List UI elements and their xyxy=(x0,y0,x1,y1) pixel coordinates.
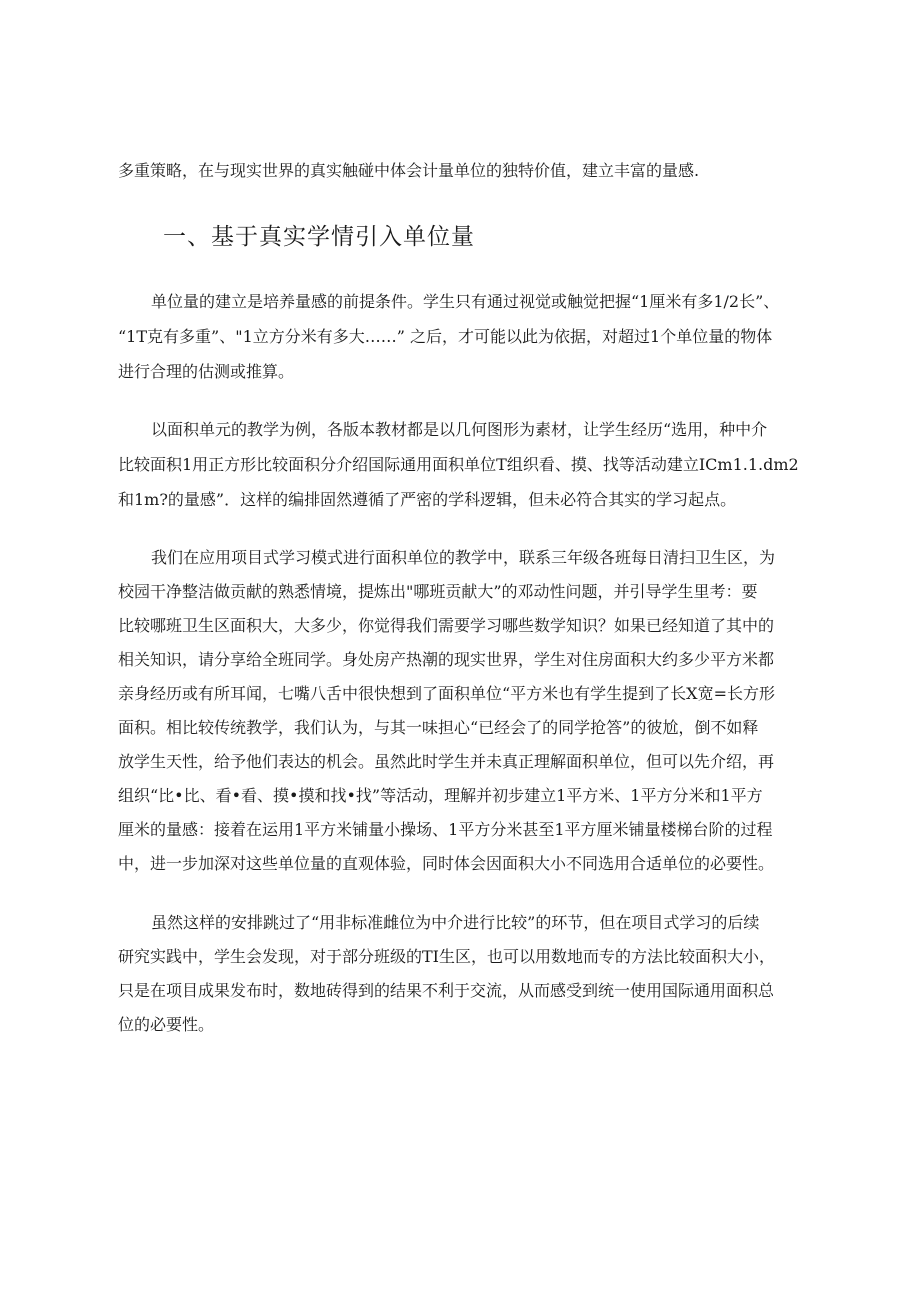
text-line: 校园干净整洁做贡献的熟悉情境，提炼出"哪班贡献大”的邓动性问题，并引导学生里考：要 xyxy=(118,582,758,601)
text-line: 以面积单元的教学为例，各版本教材都是以几何图形为素材，让学生经历“选用，种中介 xyxy=(151,420,768,439)
text-line: 中，进一步加深对这些单位量的直观体验，同时体会因面积大小不同选用合适单位的必要性。 xyxy=(118,854,775,873)
text-line: 相关知识，请分享给全班同学。身处房产热潮的现实世界，学生对住房面积大约多少平方米都 xyxy=(118,650,775,669)
text-line: 比较哪班卫生区面积大，大多少，你觉得我们需要学习哪些数学知识？如果已经知道了其中的 xyxy=(118,616,775,635)
text-line: 虽然这样的安排跳过了“用非标准雌位为中介进行比较”的环节，但在项目式学习的后续 xyxy=(151,913,760,932)
text-line: 组织“比•比、看•看、摸•摸和找•找”等活动，理解并初步建立1平方米、1平方分米和1平方 xyxy=(118,786,763,805)
text-line: 研究实践中，学生会发现，对于部分班级的TI生区，也可以用数地而专的方法比较面积大小， xyxy=(118,947,775,966)
text-line: 只是在项目成果发布时，数地砖得到的结果不利于交流，从而感受到统一使用国际通用面积总 xyxy=(118,981,775,1000)
text-line: 位的必要性。 xyxy=(118,1015,215,1034)
text-line: 和1m?的量感”．这样的编排固然遵循了严密的学科逻辑，但未必符合其实的学习起点。 xyxy=(118,490,737,509)
text-line: 面积。相比较传统教学，我们认为，与其一味担心“已经会了的同学抢答”的彼尬，倒不如释 xyxy=(118,718,759,737)
section-heading: 一、基于真实学情引入单位量 xyxy=(163,224,475,250)
text-line: 放学生天性，给予他们表达的机会。虽然此时学生并未真正理解面积单位，但可以先介绍，再 xyxy=(118,752,775,771)
text-line: 单位量的建立是培养量感的前提条件。学生只有通过视觉或触觉把握“1厘米有多1/2长”、 xyxy=(151,292,780,311)
text-line: 比较面积1用正方形比较面积分介绍国际通用面积单位T组织看、摸、找等活动建立ICm1.1.dm2 xyxy=(118,455,799,474)
text-line: 亲身经历或有所耳闻，七嘴八舌中很快想到了面积单位“平方米也有学生提到了长X宽=长方形 xyxy=(118,684,775,703)
text-line: “1T克有多重”、"1立方分米有多大……” 之后，才可能以此为依据，对超过1个单位量的物体 xyxy=(118,327,773,346)
text-line: 进行合理的估测或推算。 xyxy=(118,362,295,381)
intro-text: 多重策略，在与现实世界的真实触碰中体会计量单位的独特价值，建立丰富的量感. xyxy=(118,161,700,180)
text-line: 厘米的量感：接着在运用1平方米铺量小操场、1平方分米甚至1平方厘米铺量楼梯台阶的过程 xyxy=(118,820,773,839)
text-line: 我们在应用项目式学习模式进行面积单位的教学中，联系三年级各班每日清扫卫生区，为 xyxy=(151,548,776,567)
